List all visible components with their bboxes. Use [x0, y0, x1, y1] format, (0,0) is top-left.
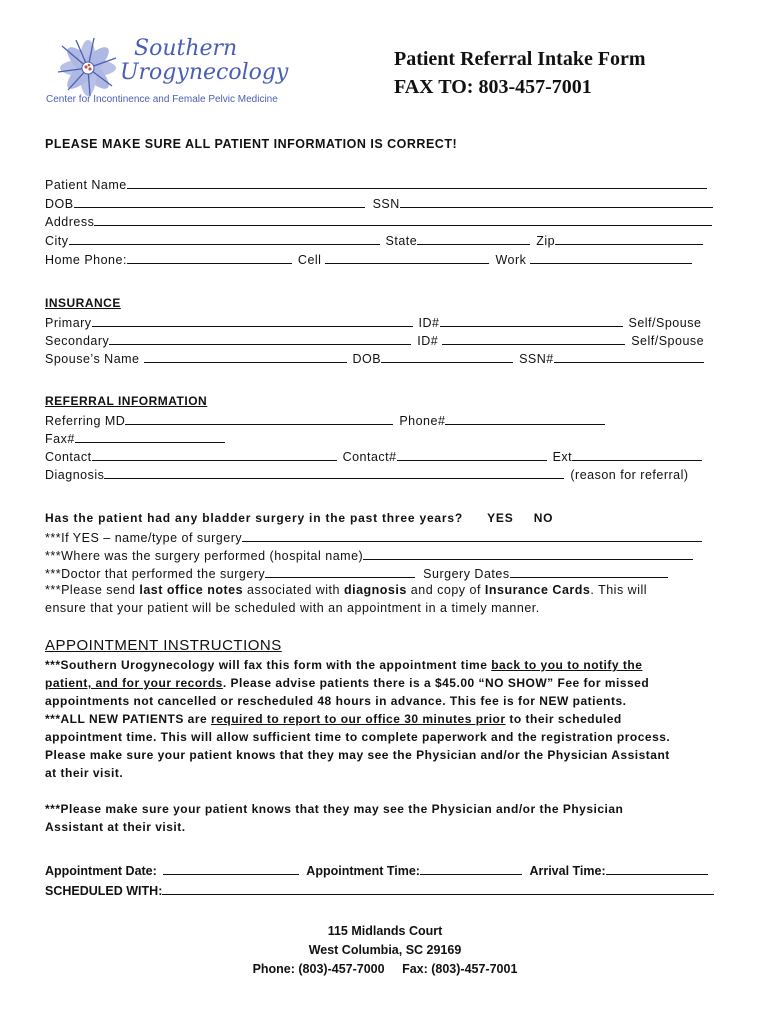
send-notes-text-4: . This will [590, 583, 648, 597]
patient-name-label: Patient Name [45, 178, 127, 192]
dob-label: DOB [45, 197, 74, 211]
footer-contact-row [0, 962, 770, 976]
appt-p1-text: ***Southern Urogynecology will fax this form with the appointment time [45, 658, 492, 672]
appt-p2-line1 [45, 712, 622, 726]
referral-heading: REFERRAL INFORMATION [45, 394, 208, 408]
appointment-fields-row [45, 862, 708, 878]
scheduled-with-field[interactable] [162, 882, 714, 895]
surgery-dates-field[interactable] [510, 565, 668, 578]
diagnosis-row [45, 466, 689, 482]
primary-self-spouse[interactable]: Self/Spouse [628, 316, 702, 330]
appt-p1-underline-2: patient, and for your records [45, 676, 223, 690]
spouse-ssn-label: SSN# [519, 352, 554, 366]
state-label: State [385, 234, 418, 248]
spouse-row [45, 350, 704, 366]
surgery-type-row [45, 529, 702, 545]
zip-field[interactable] [555, 232, 703, 245]
address-label: Address [45, 215, 95, 229]
flower-logo-icon [42, 30, 132, 100]
appt-p2-line4: at their visit. [45, 766, 124, 780]
contact-label: Contact [45, 450, 92, 464]
surgery-where-label: ***Where was the surgery performed (hospital name) [45, 549, 364, 563]
appt-p1-line1 [45, 658, 642, 672]
appt-p2-text-2: to their scheduled [505, 712, 622, 726]
send-notes-bold-diagnosis: diagnosis [343, 583, 407, 597]
send-notes-bold-insurance: Insurance Cards [484, 583, 591, 597]
patient-name-row [45, 176, 707, 192]
appt-p2-line3: Please make sure your patient knows that they may see the Physician and/or the Physician Assistant [45, 748, 670, 762]
home-phone-label: Home Phone: [45, 253, 127, 267]
address-field[interactable] [94, 213, 712, 226]
secondary-id-label: ID# [417, 334, 439, 348]
appt-p2-line2: appointment time. This will allow sufficient time to complete paperwork and the registration process. [45, 730, 671, 744]
send-notes-line2: ensure that your patient will be scheduled with an appointment in a timely manner. [45, 601, 540, 615]
city-field[interactable] [69, 232, 380, 245]
appt-p3-line2: Assistant at their visit. [45, 820, 186, 834]
secondary-id-field[interactable] [442, 332, 625, 345]
state-field[interactable] [417, 232, 530, 245]
appt-p2-text: ***ALL NEW PATIENTS are [45, 712, 212, 726]
send-notes-text: ***Please send [45, 583, 140, 597]
diagnosis-label: Diagnosis [45, 468, 105, 482]
primary-id-field[interactable] [440, 314, 623, 327]
logo-name-line2: Urogynecology [120, 60, 289, 85]
appointment-time-field[interactable] [420, 862, 522, 875]
surgery-type-field[interactable] [242, 529, 702, 542]
surgery-dates-label: Surgery Dates [423, 567, 510, 581]
appt-p1-underline-1: back to you to notify the [491, 658, 643, 672]
appt-p3-line1: ***Please make sure your patient knows that they may see the Physician and/or the Physician [45, 802, 624, 816]
appt-p1-line3: appointments not cancelled or rescheduled 48 hours in advance. This fee is for NEW patients. [45, 694, 627, 708]
work-field[interactable] [530, 251, 692, 264]
dob-field[interactable] [74, 195, 365, 208]
arrival-time-label: Arrival Time: [529, 864, 606, 878]
surgery-question: Has the patient had any bladder surgery in the past three years? [45, 511, 463, 525]
surgery-no[interactable]: NO [533, 511, 554, 525]
footer-phone: Phone: (803)-457-7000 [252, 962, 385, 976]
logo-name-line1: Southern [134, 36, 238, 61]
appt-p1-text-2: . Please advise patients there is a $45.00 “NO SHOW” Fee for missed [222, 676, 650, 690]
contact-field[interactable] [92, 448, 337, 461]
referral-fax-row [45, 430, 225, 446]
home-phone-field[interactable] [127, 251, 292, 264]
referral-phone-label: Phone# [399, 414, 446, 428]
surgery-doctor-label: ***Doctor that performed the surgery [45, 567, 266, 581]
city-label: City [45, 234, 69, 248]
surgery-doctor-row [45, 565, 668, 581]
spouse-ssn-field[interactable] [554, 350, 704, 363]
surgery-type-label: ***If YES – name/type of surgery [45, 531, 243, 545]
send-notes-bold-notes: last office notes [139, 583, 244, 597]
send-notes-text-3: and copy of [406, 583, 485, 597]
referring-md-label: Referring MD [45, 414, 126, 428]
primary-id-label: ID# [418, 316, 440, 330]
diagnosis-field[interactable] [104, 466, 564, 479]
scheduled-with-row [45, 882, 714, 898]
cell-field[interactable] [325, 251, 489, 264]
zip-label: Zip [536, 234, 556, 248]
appointment-time-label: Appointment Time: [306, 864, 420, 878]
dob-ssn-row [45, 195, 713, 211]
secondary-label: Secondary [45, 334, 110, 348]
ext-field[interactable] [572, 448, 702, 461]
contact-num-field[interactable] [397, 448, 547, 461]
form-title: Patient Referral Intake Form [394, 48, 646, 70]
surgery-yes[interactable]: YES [487, 511, 514, 525]
scheduled-with-label: SCHEDULED WITH: [45, 884, 163, 898]
appt-p2-underline: required to report to our office 30 minutes prior [211, 712, 506, 726]
secondary-row [45, 332, 704, 348]
spouse-dob-label: DOB [352, 352, 382, 366]
fax-to: FAX TO: 803-457-7001 [394, 76, 592, 98]
city-state-zip-row [45, 232, 703, 248]
appointment-heading: APPOINTMENT INSTRUCTIONS [45, 637, 282, 654]
insurance-heading: INSURANCE [45, 296, 121, 310]
logo [42, 30, 302, 112]
referral-phone-field[interactable] [445, 412, 605, 425]
contact-row [45, 448, 702, 464]
spouse-dob-field[interactable] [381, 350, 513, 363]
surgery-question-row [45, 511, 553, 525]
surgery-where-row [45, 547, 693, 563]
spouse-name-label: Spouse’s Name [45, 352, 140, 366]
primary-row [45, 314, 701, 330]
contact-num-label: Contact# [342, 450, 397, 464]
footer-address-2: West Columbia, SC 29169 [308, 943, 462, 957]
ssn-field[interactable] [400, 195, 713, 208]
ext-label: Ext [552, 450, 573, 464]
spouse-name-field[interactable] [144, 350, 347, 363]
arrival-time-field[interactable] [606, 862, 708, 875]
secondary-self-spouse[interactable]: Self/Spouse [631, 334, 705, 348]
primary-field[interactable] [92, 314, 413, 327]
referral-fax-field[interactable] [75, 430, 225, 443]
reason-note: (reason for referral) [570, 468, 689, 482]
appointment-date-label: Appointment Date: [45, 864, 157, 878]
logo-tagline: Center for Incontinence and Female Pelvic Medicine [46, 94, 278, 105]
referring-md-field[interactable] [125, 412, 393, 425]
footer-fax: Fax: (803)-457-7001 [402, 962, 518, 976]
secondary-field[interactable] [109, 332, 411, 345]
surgery-doctor-field[interactable] [265, 565, 415, 578]
work-label: Work [495, 253, 527, 267]
appt-p1-line2 [45, 676, 649, 690]
cell-label: Cell [297, 253, 322, 267]
footer-address-1: 115 Midlands Court [327, 924, 443, 938]
primary-label: Primary [45, 316, 92, 330]
referral-fax-label: Fax# [45, 432, 75, 446]
referring-md-row [45, 412, 605, 428]
ssn-label: SSN [372, 197, 400, 211]
surgery-where-field[interactable] [363, 547, 693, 560]
notice-text: PLEASE MAKE SURE ALL PATIENT INFORMATION IS CORRECT! [45, 137, 458, 151]
address-row [45, 213, 712, 229]
send-notes-line1 [45, 583, 647, 597]
send-notes-text-2: associated with [243, 583, 344, 597]
patient-name-field[interactable] [127, 176, 707, 189]
phone-row [45, 251, 692, 267]
appointment-date-field[interactable] [163, 862, 299, 875]
